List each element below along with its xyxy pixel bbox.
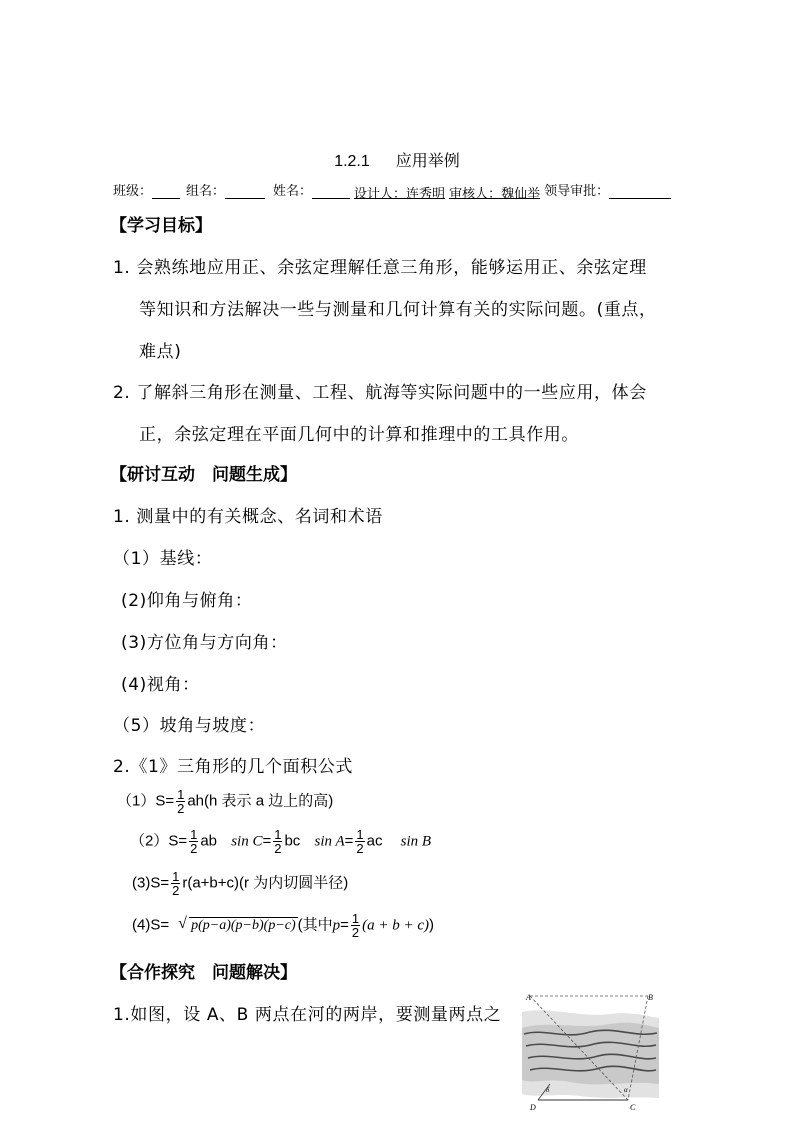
formula-2-sinA: sin A xyxy=(314,833,345,850)
goal-1-line-3: 难点) xyxy=(139,342,182,362)
fraction-numerator: 1 xyxy=(274,827,282,842)
name-blank[interactable] xyxy=(312,183,350,199)
formula-4-prefix: (4)S= xyxy=(132,916,170,934)
question-1-5: （5）坡角与坡度： xyxy=(113,716,266,736)
fraction-half xyxy=(351,912,360,939)
lesson-number: 1.2.1 xyxy=(334,153,370,170)
fraction-half xyxy=(189,828,198,855)
formula-2 xyxy=(130,828,431,855)
formula-2-ac: ac xyxy=(366,832,383,850)
cooperate-heading: 【合作探究 问题解决】 xyxy=(110,963,297,983)
equals-sign: = xyxy=(344,832,354,850)
river-figure xyxy=(520,988,661,1118)
info-line xyxy=(113,180,671,202)
reviewer: 审核人：魏仙举 xyxy=(449,183,540,199)
fraction-half xyxy=(176,788,185,815)
fraction-numerator: 1 xyxy=(177,787,185,802)
formula-2-sinC: sin C xyxy=(231,833,263,850)
fraction-numerator: 1 xyxy=(356,827,364,842)
formula-1-prefix: （1）S= xyxy=(117,792,175,810)
formula-1 xyxy=(117,788,333,815)
equals-sign: = xyxy=(262,832,272,850)
label-delta: δ xyxy=(546,1086,550,1094)
fraction-denominator: 2 xyxy=(351,925,360,940)
discuss-heading: 【研讨互动 问题生成】 xyxy=(110,465,297,485)
formula-4-sum: (a + b + c) xyxy=(362,917,430,934)
label-alpha: α xyxy=(624,1086,628,1094)
fraction-half xyxy=(171,870,180,897)
lesson-title: 应用举例 xyxy=(395,153,460,170)
fraction-half xyxy=(355,828,364,855)
formula-4-radical: √ p(p−a)(p−b)(p−c) xyxy=(189,917,298,934)
question-1-1: （1）基线： xyxy=(113,549,213,569)
formula-4-p: p xyxy=(332,917,341,934)
goal-2-line-2: 正，余弦定理在平面几何中的计算和推理中的工具作用。 xyxy=(139,425,579,445)
formula-3-suffix: r(a+b+c)(r 为内切圆半径) xyxy=(182,874,349,892)
question-2: 2.《1》三角形的几个面积公式 xyxy=(113,757,354,777)
label-b: B xyxy=(648,993,653,1002)
fraction-denominator: 2 xyxy=(177,801,185,816)
formula-4-where: (其中 xyxy=(297,916,333,934)
goals-heading: 【学习目标】 xyxy=(110,216,212,236)
label-c: C xyxy=(630,1103,636,1112)
fraction-denominator: 2 xyxy=(356,841,364,856)
name-label: 姓名： xyxy=(273,184,313,199)
class-blank[interactable] xyxy=(152,183,180,199)
formula-4-close: ) xyxy=(429,916,435,934)
approval-label: 领导审批： xyxy=(544,184,610,199)
formula-4 xyxy=(132,912,434,939)
question-1-4: (4)视角： xyxy=(121,675,200,695)
approval-blank[interactable] xyxy=(609,183,671,199)
page-title xyxy=(0,148,794,171)
label-d: D xyxy=(530,1103,536,1112)
formula-2-bc: bc xyxy=(284,832,301,850)
question-1-2: (2)仰角与俯角： xyxy=(121,591,253,611)
equals-sign: = xyxy=(340,916,349,934)
fraction-denominator: 2 xyxy=(190,841,198,856)
goal-2-line-1: 2. 了解斜三角形在测量、工程、航海等实际问题中的一些应用，体会 xyxy=(113,383,647,403)
fraction-half xyxy=(273,828,282,855)
formula-2-ab: ab xyxy=(200,832,218,850)
fraction-numerator: 1 xyxy=(172,869,180,884)
class-label: 班级： xyxy=(113,184,153,199)
goal-1-line-2: 等知识和方法解决一些与测量和几何计算有关的实际问题。(重点， xyxy=(139,300,657,320)
question-1-3: (3)方位角与方向角： xyxy=(121,633,288,653)
formula-1-suffix: ah(h 表示 a 边上的高) xyxy=(187,792,334,810)
goal-1-line-1: 1. 会熟练地应用正、余弦定理解任意三角形，能够运用正、余弦定理 xyxy=(113,258,647,278)
cooperate-problem-1: 1.如图，设 A、B 两点在河的两岸，要测量两点之 xyxy=(113,1005,502,1025)
fraction-numerator: 1 xyxy=(351,911,360,926)
group-blank[interactable] xyxy=(225,183,265,199)
designer: 设计人：连秀明 xyxy=(354,183,445,199)
formula-2-prefix: （2）S= xyxy=(130,832,188,850)
formula-2-sinB: sin B xyxy=(400,833,432,850)
group-label: 组名： xyxy=(186,184,226,199)
fraction-denominator: 2 xyxy=(274,841,282,856)
formula-3 xyxy=(132,870,348,897)
fraction-numerator: 1 xyxy=(190,827,198,842)
label-a: A xyxy=(526,993,531,1002)
question-1: 1. 测量中的有关概念、名词和术语 xyxy=(113,507,383,527)
fraction-denominator: 2 xyxy=(172,883,180,898)
formula-3-prefix: (3)S= xyxy=(132,874,170,892)
